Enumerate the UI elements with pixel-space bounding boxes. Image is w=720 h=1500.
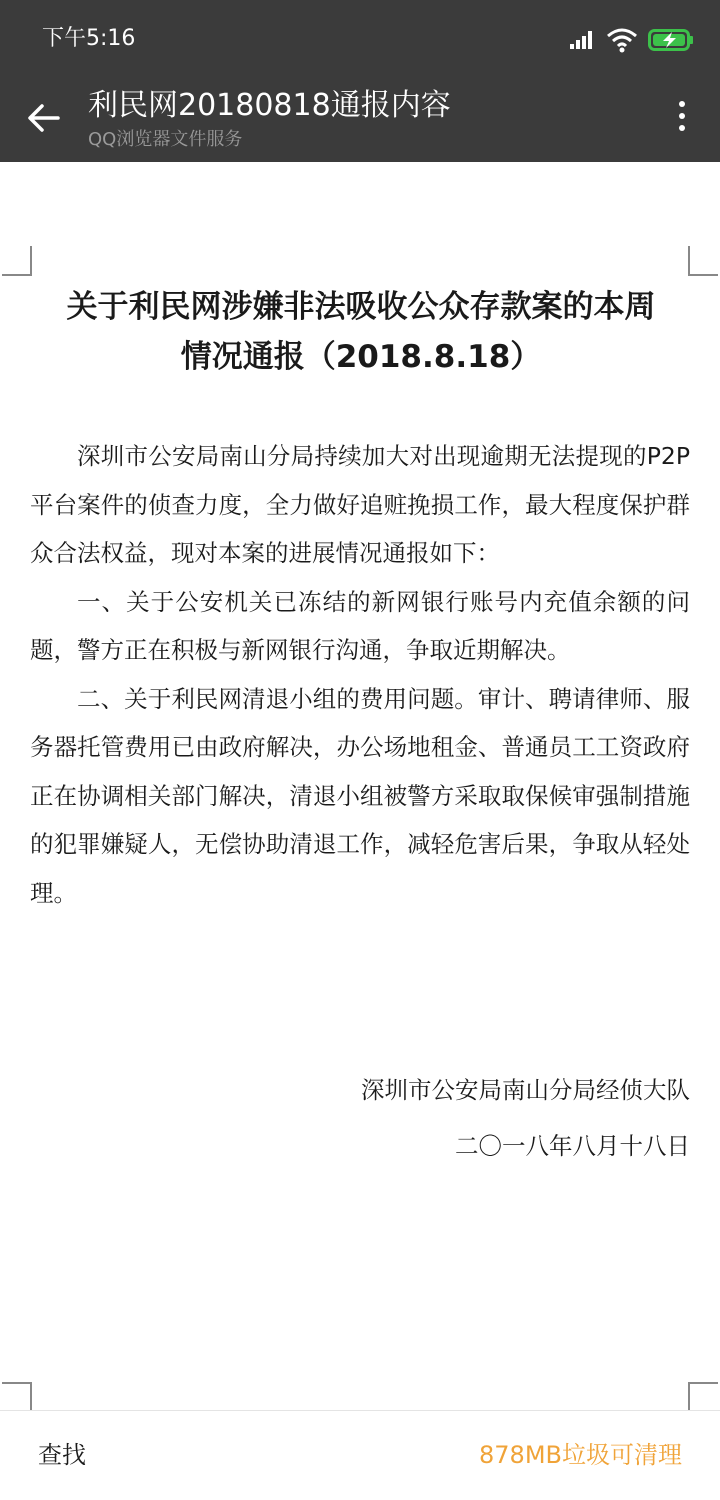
document-viewer[interactable]	[0, 162, 720, 1410]
wifi-icon	[606, 27, 638, 53]
bottom-bar	[0, 1410, 720, 1500]
page-corner-mark	[688, 246, 718, 276]
page-subtitle: QQ浏览器文件服务	[88, 129, 243, 150]
document-title-line: 关于利民网涉嫌非法吸收公众存款案的本周	[66, 289, 656, 325]
battery-charging-icon	[648, 29, 694, 51]
document-paragraph: 一、关于公安机关已冻结的新网银行账号内充值余额的问题，警方正在积极与新网银行沟通，争取近期解决。	[30, 587, 690, 664]
app-bar	[0, 74, 720, 162]
signature-date: 二〇一八年八月十八日	[455, 1132, 690, 1160]
document-signature	[361, 1062, 690, 1174]
document-title	[30, 282, 692, 382]
junk-cleanup-link[interactable]: 878MB垃圾可清理	[479, 1441, 682, 1469]
document-paragraph: 二、关于利民网清退小组的费用问题。审计、聘请律师、服务器托管费用已由政府解决，办公场地租金、普通员工工资政府正在协调相关部门解决，清退小组被警方采取取保候审强制措施的犯罪嫌疑人，无偿协助清退工作，减轻危害后果，争取从轻处理。	[30, 684, 690, 907]
document-title-line: 情况通报（2018.8.18）	[180, 339, 542, 375]
page-title: 利民网20180818通报内容	[88, 88, 451, 123]
signature-organization: 深圳市公安局南山分局经侦大队	[361, 1076, 690, 1104]
signal-icon	[570, 31, 596, 49]
status-bar	[0, 0, 720, 74]
page-corner-mark	[2, 1382, 32, 1412]
back-arrow-icon[interactable]	[22, 96, 66, 140]
page-corner-mark	[2, 246, 32, 276]
status-icons	[570, 26, 694, 54]
page-corner-mark	[688, 1382, 718, 1412]
document-paragraph: 深圳市公安局南山分局持续加大对出现逾期无法提现的P2P平台案件的侦查力度，全力做好追赃挽损工作，最大程度保护群众合法权益，现对本案的进展情况通报如下：	[30, 442, 690, 567]
status-time: 下午5:16	[42, 26, 136, 51]
document-body	[30, 432, 690, 917]
find-button[interactable]: 查找	[38, 1441, 86, 1469]
more-options-icon[interactable]	[668, 96, 696, 140]
